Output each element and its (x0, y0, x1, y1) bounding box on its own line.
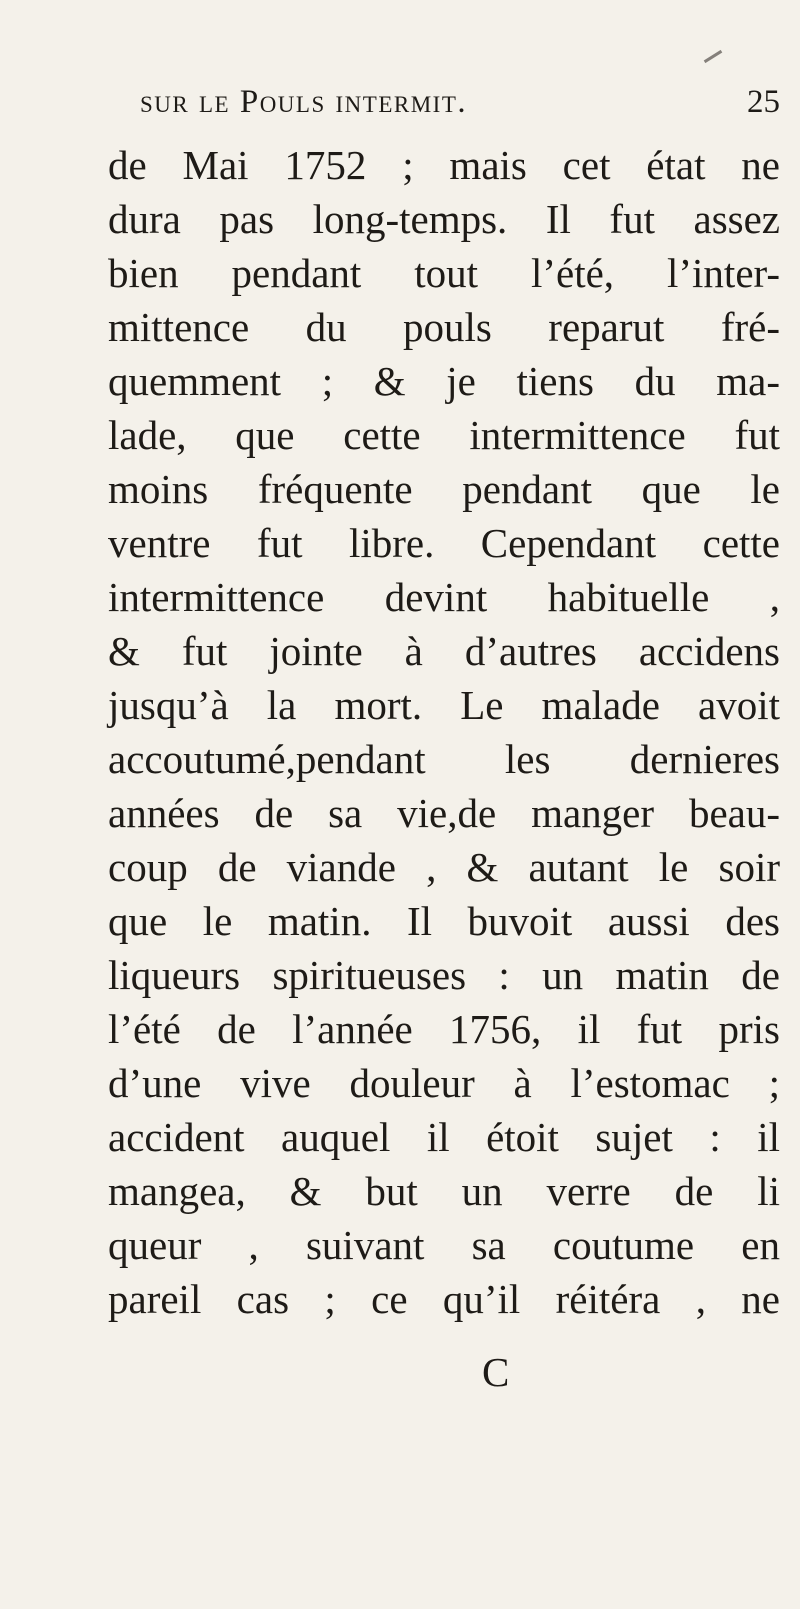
text-line: lade, que cette intermittence fut (108, 412, 780, 458)
text-line: coup de viande , & autant le soir (108, 844, 780, 890)
text-line: queur , suivant sa coutume en (108, 1222, 780, 1268)
text-line: bien pendant tout l’été, l’inter- (108, 250, 780, 296)
text-line: liqueurs spiritueuses : un matin de (108, 952, 780, 998)
ink-mark (704, 50, 723, 63)
text-line: de Mai 1752 ; mais cet état ne (108, 142, 780, 188)
text-line: moins fréquente pendant que le (108, 466, 780, 512)
signature-mark: C (482, 1349, 510, 1395)
text-line: pareil cas ; ce qu’il réitéra , ne (108, 1276, 780, 1322)
text-line: ventre fut libre. Cependant cette (108, 520, 780, 566)
text-line: quemment ; & je tiens du ma- (108, 358, 780, 404)
text-line: dura pas long-temps. Il fut assez (108, 196, 780, 242)
text-line: d’une vive douleur à l’estomac ; (108, 1060, 780, 1106)
text-line: l’été de l’année 1756, il fut pris (108, 1006, 780, 1052)
text-line: mittence du pouls reparut fré- (108, 304, 780, 350)
running-title: sur le Pouls intermit. (140, 84, 468, 120)
text-line: accoutumé,pendant les dernieres (108, 736, 780, 782)
running-head (100, 84, 780, 128)
text-line: jusqu’à la mort. Le malade avoit (108, 682, 780, 728)
text-line: & fut jointe à d’autres accidens (108, 628, 780, 674)
text-body (108, 138, 788, 1326)
text-line: accident auquel il étoit sujet : il (108, 1114, 780, 1160)
page-number: 25 (747, 84, 780, 120)
text-line: intermittence devint habituelle , (108, 574, 780, 620)
text-line: que le matin. Il buvoit aussi des (108, 898, 780, 944)
text-line: mangea, & but un verre de li (108, 1168, 780, 1214)
text-line: années de sa vie,de manger beau- (108, 790, 780, 836)
